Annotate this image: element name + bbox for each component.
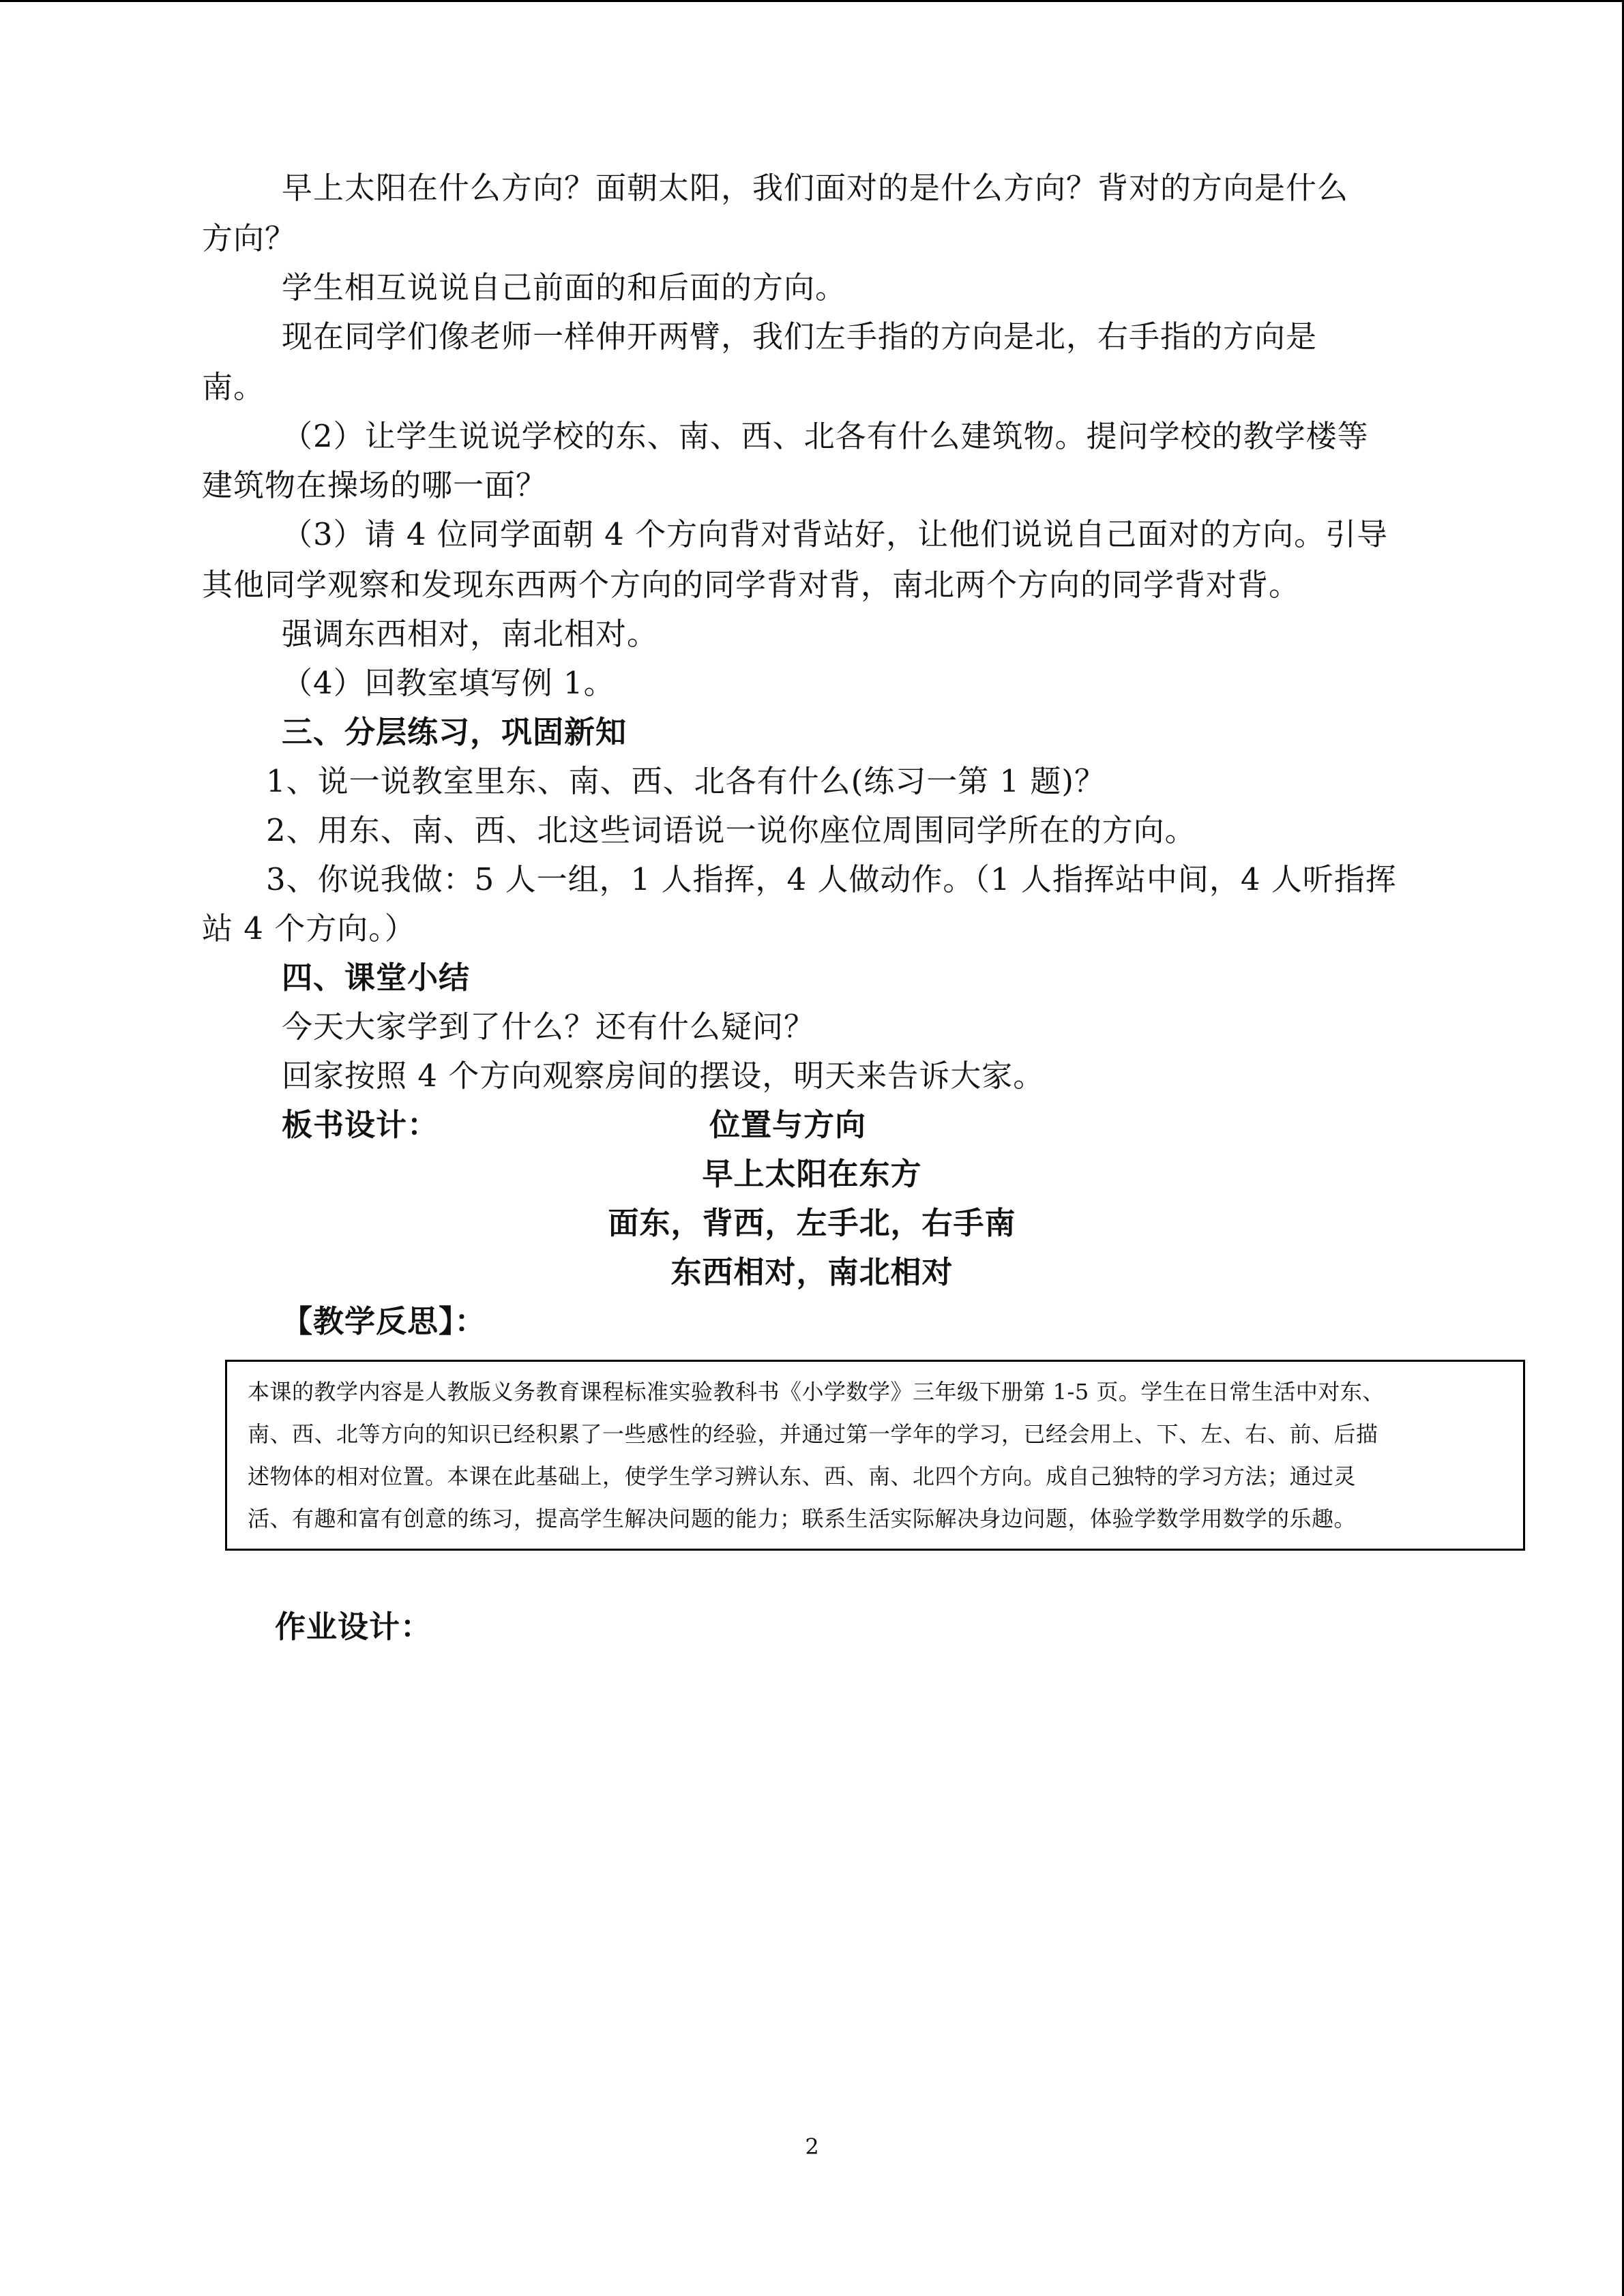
paragraph-line: （3）请 4 位同学面朝 4 个方向背对背站好，让他们说说自己面对的方向。引导 — [282, 516, 1389, 552]
teaching-reflection-heading: 【教学反思】： — [282, 1303, 486, 1339]
board-design-label: 板书设计： — [282, 1107, 439, 1143]
practice-item-continued: 站 4 个方向。） — [202, 910, 416, 946]
paragraph-line: 现在同学们像老师一样伸开两臂，我们左手指的方向是北，右手指的方向是 — [282, 318, 1318, 355]
practice-item: 2、用东、南、西、北这些词语说一说你座位周围同学所在的方向。 — [266, 812, 1196, 848]
board-design-line: 面东，背西，左手北，右手南 — [608, 1205, 1016, 1241]
paragraph-line: 早上太阳在什么方向？面朝太阳，我们面对的是什么方向？背对的方向是什么 — [282, 170, 1349, 206]
practice-item: 1、说一说教室里东、南、西、北各有什么(练习一第 1 题)？ — [266, 763, 1106, 799]
practice-item: 3、你说我做：5 人一组，1 人指挥，4 人做动作。（1 人指挥站中间，4 人听指挥 — [266, 861, 1397, 897]
board-design-line: 早上太阳在东方 — [702, 1156, 922, 1192]
page-number: 2 — [805, 2134, 819, 2160]
reflection-text-line: 南、西、北等方向的知识已经积累了一些感性的经验，并通过第一学年的学习，已经会用上、下、左、右、前、后描 — [248, 1421, 1378, 1447]
section-heading-practice: 三、分层练习，巩固新知 — [282, 714, 628, 750]
paragraph-line: 其他同学观察和发现东西两个方向的同学背对背，南北两个方向的同学背对背。 — [202, 567, 1301, 603]
paragraph-line: 南。 — [202, 369, 265, 405]
summary-item: 今天大家学到了什么？还有什么疑问？ — [282, 1009, 816, 1045]
board-design-line: 东西相对，南北相对 — [670, 1254, 954, 1290]
reflection-text-line: 述物体的相对位置。本课在此基础上，使学生学习辨认东、西、南、北四个方向。成自己独特的学习方法；通过灵 — [248, 1463, 1357, 1489]
paragraph-line: 方向？ — [202, 220, 297, 256]
paragraph-line: （2）让学生说说学校的东、南、西、北各有什么建筑物。提问学校的教学楼等 — [282, 418, 1369, 454]
summary-item: 回家按照 4 个方向观察房间的摆设，明天来告诉大家。 — [282, 1058, 1045, 1094]
paragraph-line: （4）回教室填写例 1。 — [282, 665, 615, 701]
reflection-text-line: 本课的教学内容是人教版义务教育课程标准实验教科书《小学数学》三年级下册第 1-5 页。学生在日常生活中对东、 — [248, 1379, 1385, 1405]
reflection-text-line: 活、有趣和富有创意的练习，提高学生解决问题的能力；联系生活实际解决身边问题，体验学数学用数学的乐趣。 — [248, 1506, 1357, 1532]
paragraph-line: 强调东西相对，南北相对。 — [282, 616, 659, 652]
paragraph-line: 学生相互说说自己前面的和后面的方向。 — [282, 269, 847, 305]
homework-design-heading: 作业设计： — [275, 1609, 432, 1645]
board-design-title: 位置与方向 — [709, 1107, 867, 1143]
top-border-line — [0, 0, 1624, 2]
paragraph-line: 建筑物在操场的哪一面？ — [202, 467, 548, 503]
teaching-reflection-box — [225, 1360, 1525, 1551]
section-heading-summary: 四、课堂小结 — [282, 959, 471, 996]
